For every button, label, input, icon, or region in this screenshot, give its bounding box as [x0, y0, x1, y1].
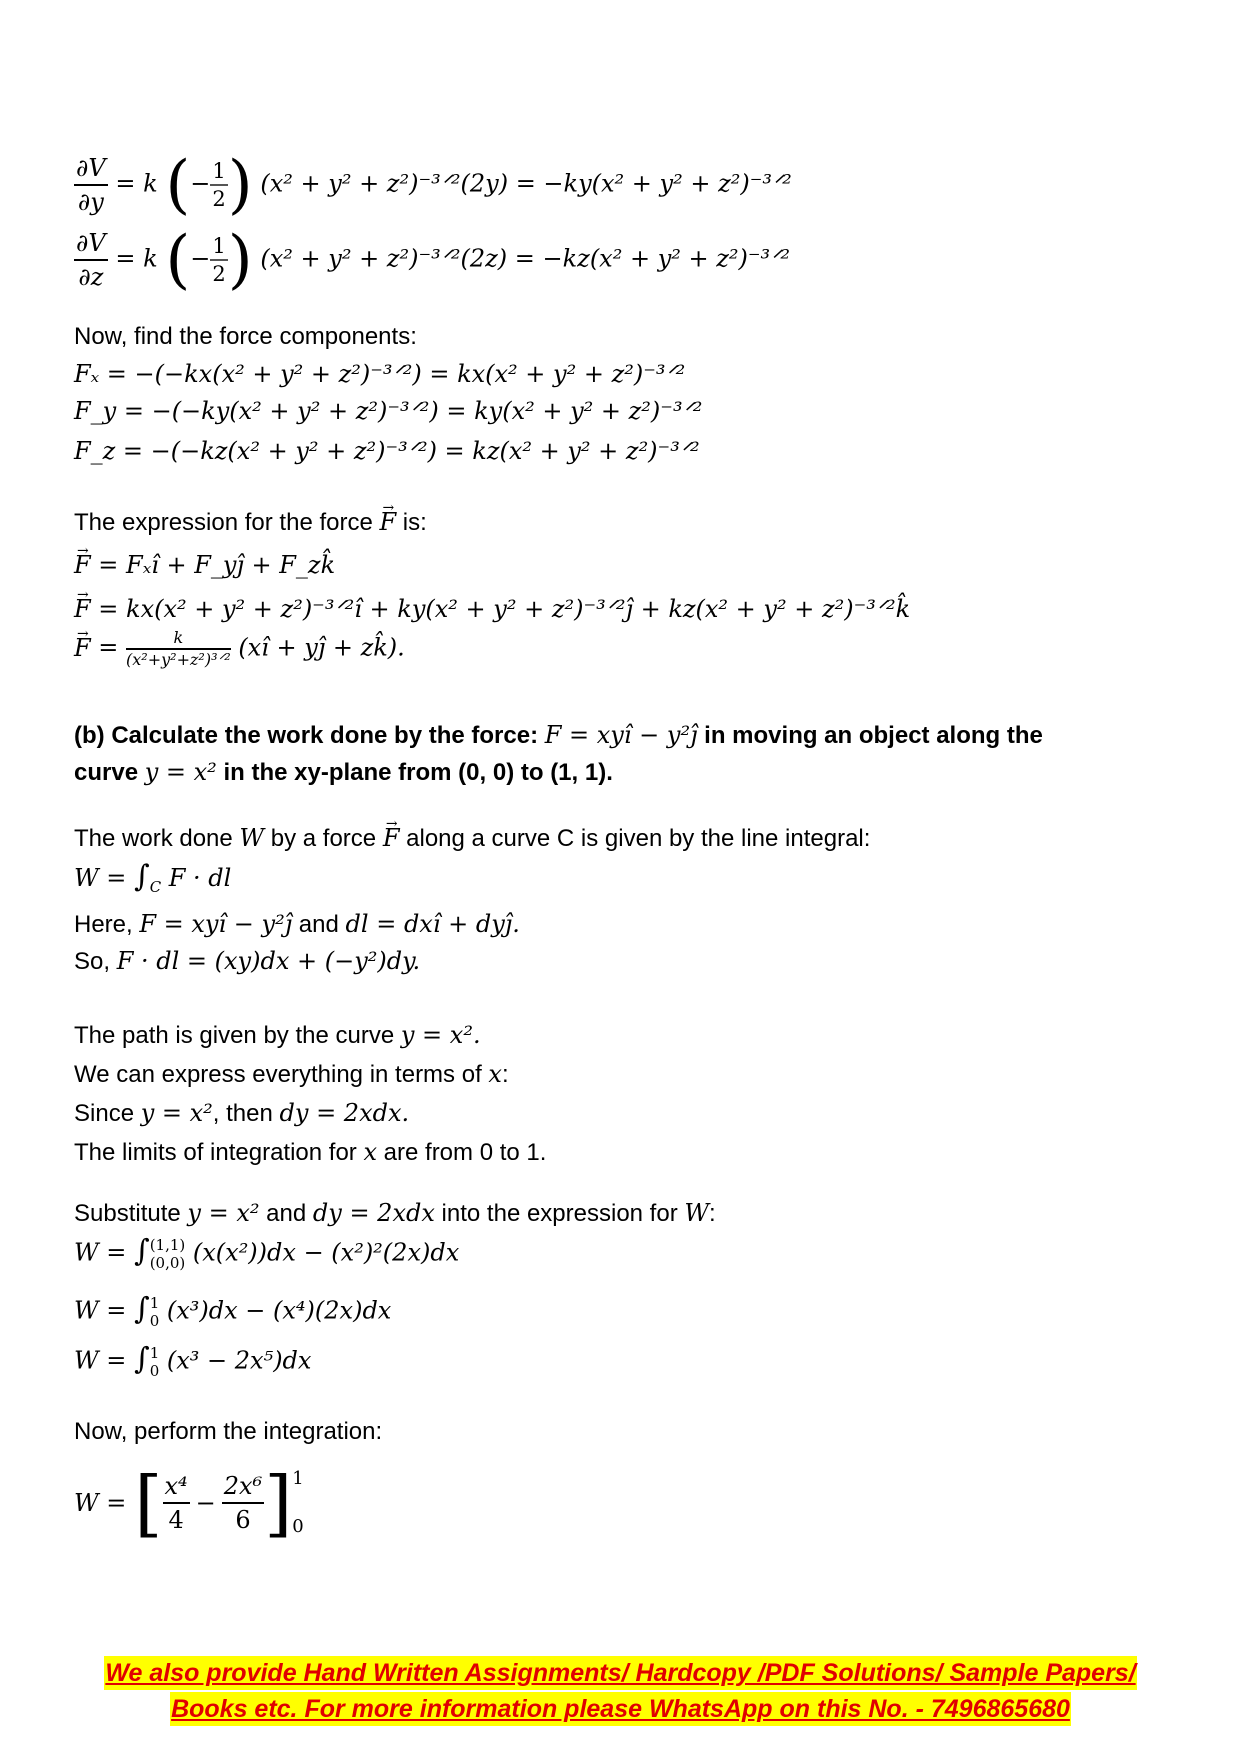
work-so-line: So, F · dl = (xy)dx + (−y²)dy. [74, 947, 421, 975]
equation-dvdz: $\frac{\partial V}{\partial z}$ = k (− $\frac{1}{2}$ ) (x² + y² + z²)⁻³ᐟ²(2z) = −kz(x² + y² + z²)⁻³ᐟ² [76, 223, 790, 297]
substitute-line: Substitute y = x² and dy = 2xdx into the expression for W: [74, 1199, 716, 1227]
footer-line-2: Books etc. For more information please WhatsApp on this No. - 7496865680 [0, 1692, 1241, 1726]
integration-heading: Now, perform the integration: [74, 1418, 383, 1445]
equation-force-simplified: → F = $\frac{k}{\text{(x²+y²+z²)³ᐟ²}}$ (xî + yĵ + zk̂). [74, 628, 405, 670]
integral-limits: 1 0 [149, 1294, 160, 1330]
footer-line-1: We also provide Hand Written Assignments/ Hardcopy /PDF Solutions/ Sample Papers/ [0, 1656, 1241, 1690]
force-expression-heading: The expression for the force → F is: [74, 507, 427, 538]
equation-work-2: W = ∫ 1 0 (x³)dx − (x⁴)(2x)dx [74, 1291, 392, 1330]
equation-force-components: → F = Fₓî + F_yĵ + F_zk̂ [74, 550, 335, 580]
path-line-1: The path is given by the curve y = x². [74, 1021, 481, 1049]
fraction-2x6-over-6: $\frac{\text{2x⁶}}{6}$ [223, 1472, 263, 1534]
part-b-question-line2: curve y = x² in the xy-plane from (0, 0) to (1, 1). [74, 758, 613, 786]
fraction-half: $\frac{1}{2}$ [212, 159, 226, 211]
fraction-dvdy: $\frac{\partial V}{\partial y}$ [76, 154, 106, 216]
fraction-dvdz: $\frac{\partial V}{\partial z}$ [76, 229, 106, 291]
equation-work-1: W = ∫ (1,1) (0,0) (x(x²))dx − (x²)²(2x)dx [74, 1233, 460, 1272]
part-b-question-line1: (b) Calculate the work done by the force: F = xyî − y²ĵ in moving an object along the [74, 721, 1043, 749]
fraction-half: $\frac{1}{2}$ [212, 234, 226, 286]
force-components-heading: Now, find the force components: [74, 323, 417, 350]
work-here-line: Here, F = xyî − y²ĵ and dl = dxî + dyĵ. [74, 910, 520, 938]
integral-limits: 1 0 [149, 1344, 160, 1380]
equation-force-expanded: → F = kx(x² + y² + z²)⁻³ᐟ²î + ky(x² + y² + z²)⁻³ᐟ²ĵ + kz(x² + y² + z²)⁻³ᐟ²k̂ [74, 594, 910, 624]
equation-fz: F_z = −(−kz(x² + y² + z²)⁻³ᐟ²) = kz(x² + y² + z²)⁻³ᐟ² [74, 437, 700, 465]
equation-fy: F_y = −(−ky(x² + y² + z²)⁻³ᐟ²) = ky(x² + y² + z²)⁻³ᐟ² [74, 397, 703, 425]
work-definition-intro: The work done W by a force → F along a curve C is given by the line integral: [74, 823, 870, 854]
equation-integration-result: W = [ $\frac{\text{x⁴}}{4}$ − $\frac{\text{2x⁶}}{6}$ ] 1 0 [74, 1455, 304, 1551]
equation-work-3: W = ∫ 1 0 (x³ − 2x⁵)dx [74, 1341, 312, 1380]
equation-fx: Fₓ = −(−kx(x² + y² + z²)⁻³ᐟ²) = kx(x² + y² + z²)⁻³ᐟ² [74, 360, 686, 388]
fraction-x4-over-4: $\frac{\text{x⁴}}{4}$ [164, 1472, 188, 1534]
integral-limits: (1,1) (0,0) [149, 1236, 186, 1272]
equation-line-integral: $W = \int_C$ F · dl [74, 859, 232, 896]
equation-dvdy: $\frac{\partial V}{\partial y}$ = k (− $\frac{1}{2}$ ) (x² + y² + z²)⁻³ᐟ²(2y) = −ky(x² + y² + z²)⁻³ᐟ² [76, 148, 792, 222]
path-line-2: We can express everything in terms of x: [74, 1060, 509, 1088]
fraction-k-over-r3: $\frac{k}{\text{(x²+y²+z²)³ᐟ²}}$ [126, 628, 231, 669]
path-line-4: The limits of integration for x are from 0 to 1. [74, 1138, 547, 1166]
evaluation-limits: 1 0 [292, 1468, 304, 1537]
path-line-3: Since y = x², then dy = 2xdx. [74, 1099, 410, 1127]
